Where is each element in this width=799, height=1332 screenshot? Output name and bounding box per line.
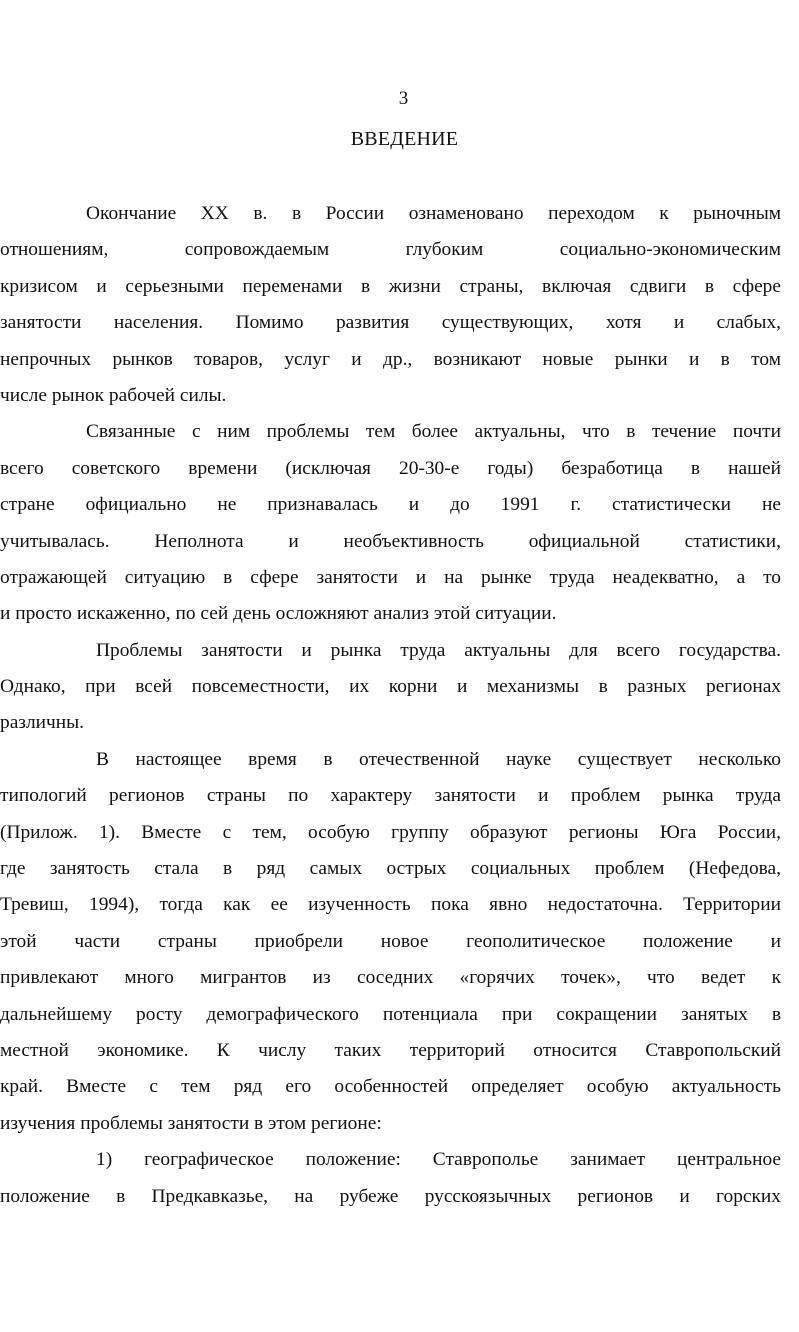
text-line: всего советского времени (исключая 20-30-е годы) безработица в нашей	[0, 457, 781, 479]
paragraph-2	[0, 414, 781, 632]
text-line: типологий регионов страны по характеру занятости и проблем рынка труда	[0, 785, 781, 807]
text-line: Связанные с ним проблемы тем более актуальны, что в течение почти	[86, 421, 781, 443]
paragraph-3	[0, 633, 781, 742]
text-line: где занятость стала в ряд самых острых социальных проблем (Нефедова,	[0, 858, 781, 880]
text-line: В настоящее время в отечественной науке существует несколько	[96, 748, 781, 770]
page-title: ВВЕДЕНИЕ	[350, 128, 459, 150]
paragraph-4	[0, 742, 781, 1142]
text-line: 1) географическое положение: Ставрополье занимает центральное	[96, 1149, 781, 1171]
text-line: различны.	[0, 712, 85, 734]
text-line: Проблемы занятости и рынка труда актуальны для всего государства.	[96, 639, 781, 661]
text-line: (Прилож. 1). Вместе с тем, особую группу образуют регионы Юга России,	[0, 821, 781, 843]
text-line: Тревиш, 1994), тогда как ее изученность пока явно недостаточна. Территории	[0, 894, 781, 916]
text-line: стране официально не признавалась и до 1991 г. статистически не	[0, 494, 781, 516]
text-line: отношениям, сопровождаемым глубоким социально-экономическим	[0, 239, 781, 261]
text-line: привлекают много мигрантов из соседних «горячих точек», что ведет к	[0, 967, 781, 989]
text-line: кризисом и серьезными переменами в жизни страны, включая сдвиги в сфере	[0, 275, 781, 297]
text-line: и просто искаженно, по сей день осложняют анализ этой ситуации.	[0, 603, 557, 625]
text-line: этой части страны приобрели новое геополитическое положение и	[0, 930, 781, 952]
text-line: отражающей ситуацию в сфере занятости и на рынке труда неадекватно, а то	[0, 566, 781, 588]
page-number: 3	[398, 88, 409, 109]
text-line: положение в Предкавказье, на рубеже русскоязычных регионов и горских	[0, 1185, 781, 1207]
text-line: занятости населения. Помимо развития существующих, хотя и слабых,	[0, 312, 781, 334]
paragraph-1	[0, 196, 781, 414]
text-line: Однако, при всей повсеместности, их корни и механизмы в разных регионах	[0, 676, 781, 698]
document-body	[0, 196, 781, 1215]
text-line: учитывалась. Неполнота и необъективность официальной статистики,	[0, 530, 781, 552]
text-line: Окончание XX в. в России ознаменовано переходом к рыночным	[86, 203, 781, 224]
text-line: числе рынок рабочей силы.	[0, 384, 227, 406]
text-line: местной экономике. К числу таких территорий относится Ставропольский	[0, 1039, 781, 1061]
text-line: изучения проблемы занятости в этом регионе:	[0, 1112, 382, 1134]
text-line: край. Вместе с тем ряд его особенностей определяет особую актуальность	[0, 1076, 781, 1098]
text-line: непрочных рынков товаров, услуг и др., возникают новые рынки и в том	[0, 348, 781, 370]
text-line: дальнейшему росту демографического потенциала при сокращении занятых в	[0, 1003, 781, 1025]
paragraph-5	[0, 1142, 781, 1215]
